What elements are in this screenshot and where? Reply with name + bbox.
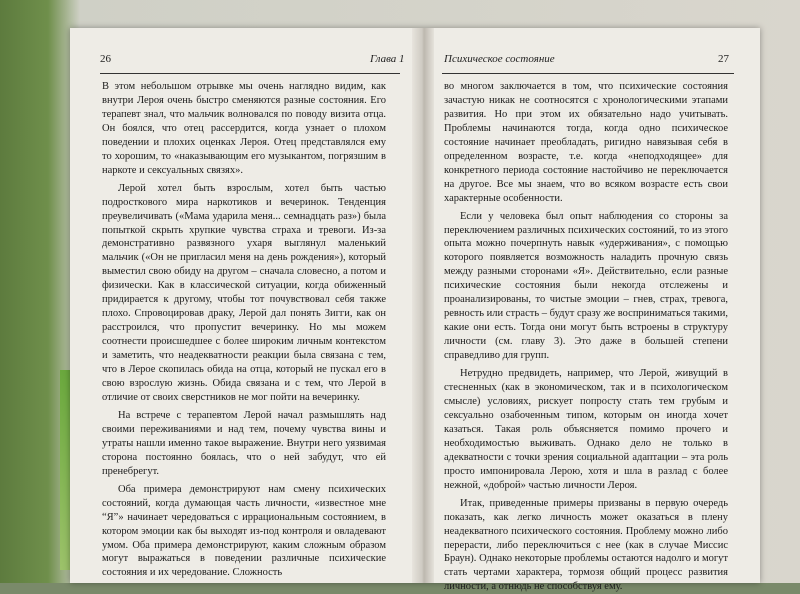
- left-page-text: [102, 80, 386, 580]
- right-paragraph-3: Нетрудно предвидеть, например, что Лерой, живущий в стесненных (как в экономическом, так и в психологическом смысле) условиях, рискует попросту стать тем грубым и сексуально озабоченным типом, которым он иногда хочет казаться. Такая роль объясняется помимо прочего и необходимостью выживать. Однако дело не только в адекватности с точки зрения социальной адаптации – эта роль просто импонировала Лерою, хотя и шла в разлад с более нежной, «доброй» частью личности Лероя.: [444, 368, 728, 491]
- right-running-head: Психическое состояние: [444, 53, 555, 65]
- right-page-text: [444, 80, 728, 594]
- right-paragraph-2: Если у человека был опыт наблюдения со стороны за переключением различных психических состояний, то из этого опыта можно почерпнуть навык «удерживания», с помощью которого появляется возможность наладить прочную связь между разными сторонами «Я». Действительно, если разные психические состояния были некогда отслежены и проанализированы, то чистые эмоции – гнев, страх, тревога, ревность или страсть – будут сразу же восприниматься такими, какие они есть. Тогда они могут быть встроены в структуру личности (см. главу 3). Это даже в большей степени справедливо для групп.: [444, 210, 728, 362]
- open-book: [70, 28, 760, 593]
- right-paragraph-4: Итак, приведенные примеры призваны в первую очередь показать, как легко личность может оказаться в плену неадекватного психического состояния. Проблему можно либо перерасти, либо переключиться с нее (как в случае Миссис Браун). Однако некоторые проблемы остаются надолго и могут стать чертами характера, тормозя общий процесс развития личности, а отнюдь не способствуя ему.: [444, 497, 728, 593]
- left-running-head: Глава 1: [370, 53, 405, 65]
- left-header-rule: [100, 73, 400, 74]
- right-page-number: 27: [718, 53, 729, 65]
- book-gutter: [412, 28, 434, 583]
- left-page-number: 26: [100, 53, 111, 65]
- right-paragraph-1: во многом заключается в том, что психические состояния зачастую никак не соотносятся с хронологическими этапами развития. Но при этом их обязательно надо учитывать. Проблемы начинаются тогда, когда одно психическое состояние начинает преобладать, ригидно навязывая себя в определенном возрасте, т.е. когда «неподходящее» для конкретного периода состояние настойчиво не переключается на другое. Все мы знаем, что во всяком возрасте есть свои характерные особенности.: [444, 81, 728, 204]
- left-paragraph-3: На встрече с терапевтом Лерой начал размышлять над своими переживаниями и над тем, почему чувства вины и утраты нашли именно такое выражение. Внутри него уязвимая сторона постоянно боялась, что о ней забудут, что ей пренебрегут.: [102, 409, 386, 477]
- left-paragraph-4: Оба примера демонстрируют нам смену психических состояний, когда думающая часть личности, «известное мне “Я”» начинает чередоваться с иррациональным состоянием, в котором эмоции как бы выходят из-под контроля и овладевают умом. Оба примера демонстрируют, каким сложным образом могут выражаться в поведении различные психические состояния и их чередование. Сложность: [102, 483, 386, 579]
- left-paragraph-2: Лерой хотел быть взрослым, хотел быть частью подросткового мира наркотиков и вечеринок. Тенденция преувеличивать («Мама ударила меня... семнадцать раз») была попыткой скрыть хрупкие чувства страха и тревоги. Из-за демонстративно развязного ухаря выглянул маленький мальчик («Он не пригласил меня на день рождения»), который выместил свою обиду на другом – сначала словесно, а потом и физически. Как в классической ситуации, когда обиженный придирается к другому, чтобы тот почувствовал себя также плохо. Спровоцировав драку, Лерой дал понять Зигги, как он расстроился, что пропустит вечеринку. Но мы можем соотнести происшедшее с более широким личным контекстом и заметить, что неадекватности реакции была связана с тем, что в Лерое скопилась обида на отца, который не пускал его в свою взрослую жизнь. Обида связана и с тем, что Лерой в отличие от своих сверстников не мог пойти на вечеринку.: [102, 182, 386, 403]
- right-header-rule: [442, 73, 734, 74]
- left-paragraph-1: В этом небольшом отрывке мы очень наглядно видим, как внутри Лероя очень быстро сменяются разные состояния. Его терапевт знал, что мальчик волновался по поводу визита отца. Он боялся, что отец рассердится, когда узнает о плохом поведении и плохих оценках Лероя. Отец представлялся ему то хорошим, то «наказывающим его музыкантом, погрязшим в наркоте и сексуальных связях».: [102, 81, 386, 176]
